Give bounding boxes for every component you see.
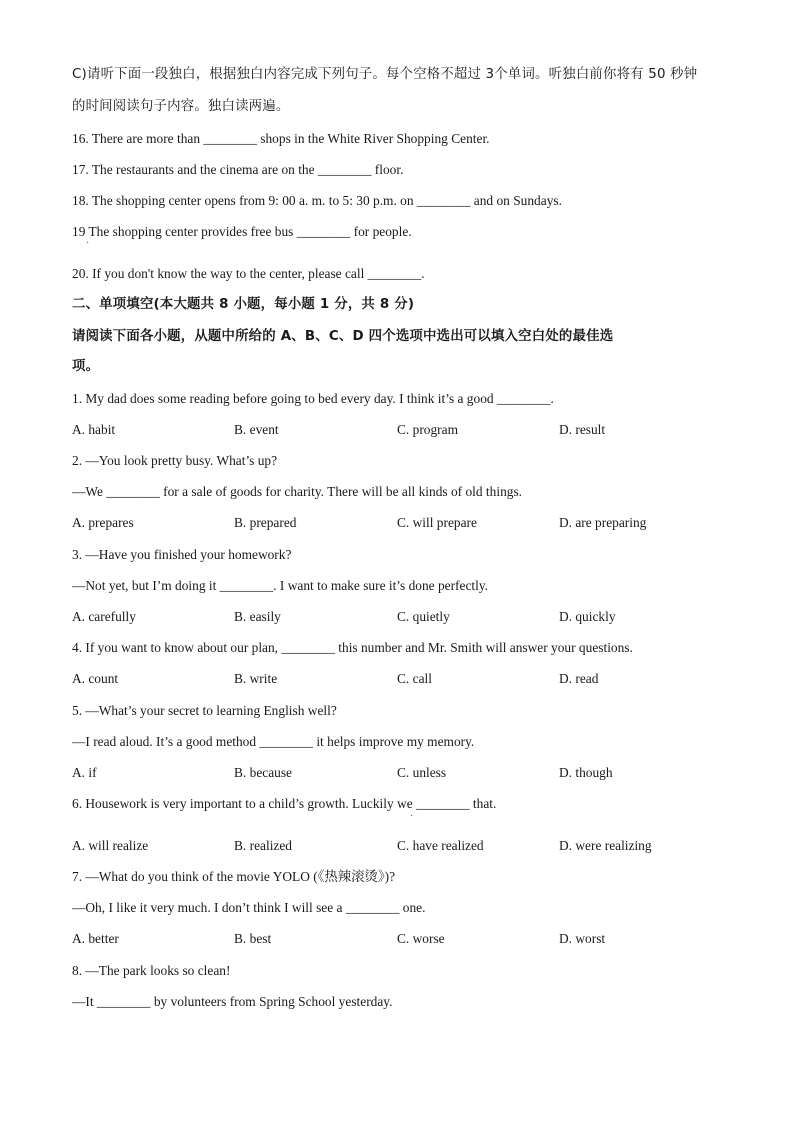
question-8-line2: —It ________ by volunteers from Spring School yesterday. <box>72 994 393 1009</box>
option-b: B. prepared <box>234 515 297 530</box>
question-7-line2: —Oh, I like it very much. I don’t think I will see a ________ one. <box>72 900 426 915</box>
option-d: D. result <box>559 422 606 437</box>
question-1: 1. My dad does some reading before going to bed every day. I think it’s a good ________. <box>72 391 554 406</box>
option-c: C. quietly <box>397 609 450 624</box>
question-6: 6. Housework is very important to a child’s growth. Luckily we ________ that. <box>72 796 497 811</box>
option-b: B. because <box>234 765 293 780</box>
options-q4 <box>72 670 732 688</box>
item-19: 19 The shopping center provides free bus ________ for people. <box>72 224 412 239</box>
item-17: 17. The restaurants and the cinema are on the ________ floor. <box>72 162 404 177</box>
option-a: A. habit <box>72 422 116 437</box>
option-d: D. are preparing <box>559 515 647 530</box>
part-c-instruction-line2: 的时间阅读句子内容。独白读两遍。 <box>72 99 290 114</box>
option-b: B. best <box>234 931 272 946</box>
option-a: A. if <box>72 765 97 780</box>
option-c: C. worse <box>397 931 445 946</box>
question-2-line2: —We ________ for a sale of goods for charity. There will be all kinds of old things. <box>72 484 523 499</box>
section-heading: 二、单项填空(本大题共 8 小题，每小题 1 分，共 8 分) <box>72 297 415 312</box>
option-c: C. program <box>397 422 458 437</box>
question-7: 7. —What do you think of the movie YOLO (《热辣滚烫》)? <box>72 869 396 884</box>
question-6-stray-mark: · <box>410 811 414 822</box>
option-a: A. carefully <box>72 609 136 624</box>
option-b: B. easily <box>234 609 281 624</box>
option-c: C. call <box>397 671 432 686</box>
option-b: B. realized <box>234 838 292 853</box>
question-3-line2: —Not yet, but I’m doing it ________. I want to make sure it’s done perfectly. <box>72 578 489 593</box>
option-d: D. worst <box>559 931 606 946</box>
item-19-stray-mark: · <box>86 238 90 249</box>
part-c-instruction-line1: C)请听下面一段独白，根据独白内容完成下列句子。每个空格不超过 3个单词。听独白前你将有 50 秒钟 <box>72 67 698 82</box>
question-3: 3. —Have you finished your homework? <box>72 547 292 562</box>
options-q6 <box>72 837 732 855</box>
item-20: 20. If you don't know the way to the center, please call ________. <box>72 266 425 281</box>
question-5: 5. —What’s your secret to learning English well? <box>72 703 337 718</box>
option-a: A. count <box>72 671 119 686</box>
option-c: C. will prepare <box>397 515 477 530</box>
option-d: D. quickly <box>559 609 616 624</box>
option-d: D. read <box>559 671 599 686</box>
options-q1 <box>72 421 732 439</box>
item-16: 16. There are more than ________ shops in the White River Shopping Center. <box>72 131 490 146</box>
option-c: C. unless <box>397 765 447 780</box>
option-d: D. though <box>559 765 613 780</box>
option-b: B. write <box>234 671 278 686</box>
options-q2 <box>72 514 732 532</box>
options-q5 <box>72 764 732 782</box>
section-instruction-line2: 项。 <box>72 359 100 374</box>
options-q3 <box>72 608 732 626</box>
question-8: 8. —The park looks so clean! <box>72 963 231 978</box>
options-q7 <box>72 930 732 948</box>
option-c: C. have realized <box>397 838 484 853</box>
option-a: A. will realize <box>72 838 149 853</box>
option-a: A. prepares <box>72 515 134 530</box>
question-2: 2. —You look pretty busy. What’s up? <box>72 453 278 468</box>
option-b: B. event <box>234 422 279 437</box>
item-18: 18. The shopping center opens from 9: 00 a. m. to 5: 30 p.m. on ________ and on Sundays. <box>72 193 562 208</box>
question-5-line2: —I read aloud. It’s a good method ________ it helps improve my memory. <box>72 734 475 749</box>
option-d: D. were realizing <box>559 838 652 853</box>
section-instruction-line1: 请阅读下面各小题，从题中所给的 A、B、C、D 四个选项中选出可以填入空白处的最佳选 <box>72 329 614 344</box>
question-4: 4. If you want to know about our plan, ________ this number and Mr. Smith will answer your questions. <box>72 640 633 655</box>
option-a: A. better <box>72 931 119 946</box>
